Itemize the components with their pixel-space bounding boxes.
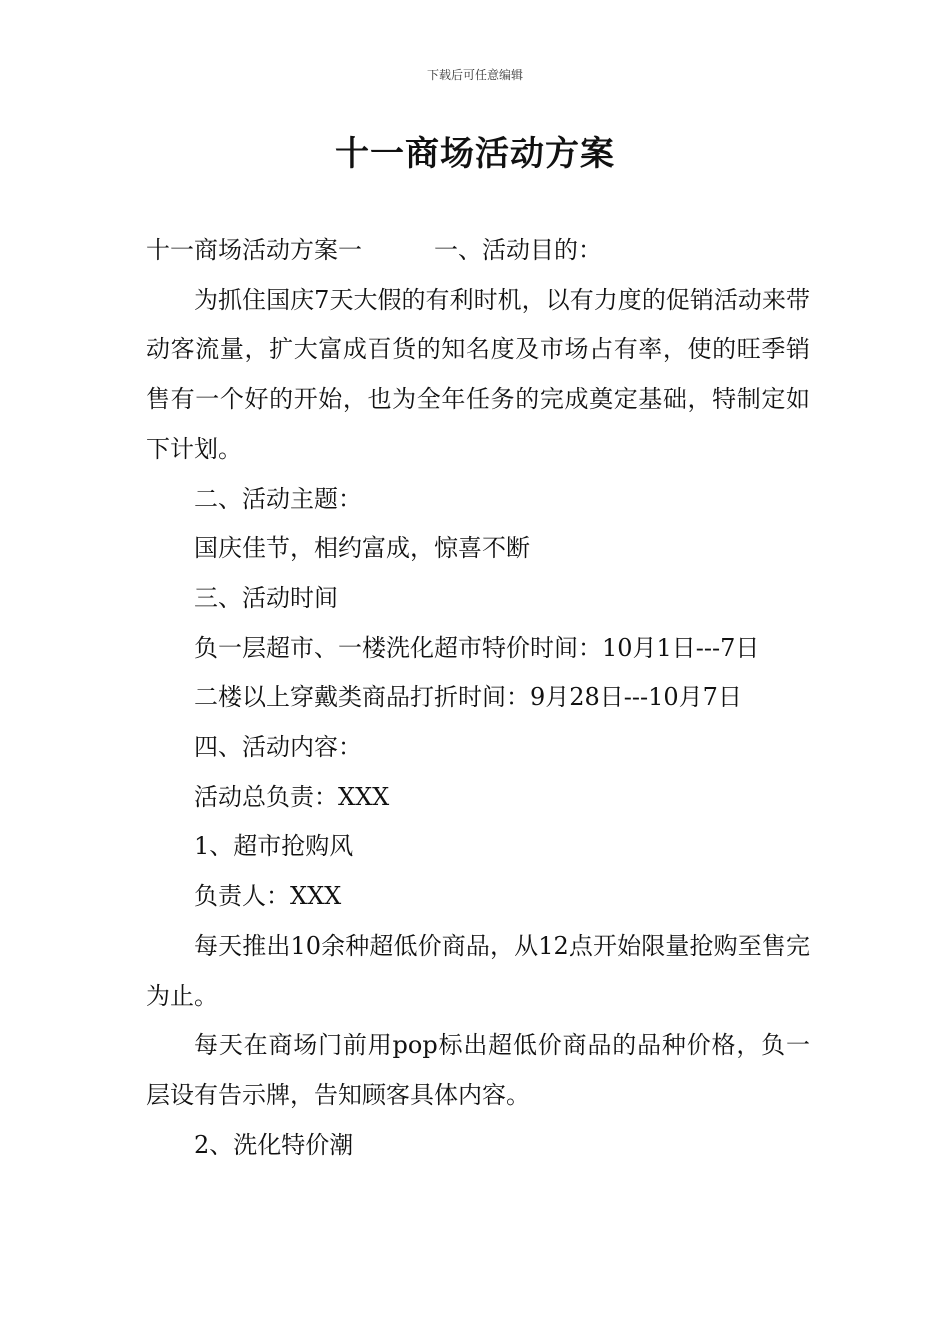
heading-theme: 二、活动主题： <box>194 484 362 513</box>
paragraph-pop-signage: 每天在商场门前用pop标出超低价商品的品种价格，负一层设有告示牌，告知顾客具体内容。 <box>146 1031 810 1109</box>
document-title: 十一商场活动方案 <box>335 134 615 174</box>
heading-time: 三、活动时间 <box>194 583 338 612</box>
intro-left: 十一商场活动方案一 <box>146 236 362 264</box>
heading-content: 四、活动内容： <box>194 733 362 762</box>
paragraph-purpose: 为抓住国庆7天大假的有利时机，以有力度的促销活动来带动客流量，扩大富成百货的知名度及市场占有率，使的旺季销售有一个好的开始，也为全年任务的完成奠定基础，特制定如下计划。 <box>146 285 810 463</box>
document-body <box>146 226 810 1170</box>
heading-toiletries-sale: 2、洗化特价潮 <box>194 1130 354 1159</box>
heading-supermarket-rush: 1、超市抢购风 <box>194 832 354 861</box>
header-note: 下载后可任意编辑 <box>426 68 523 82</box>
paragraph-lead: 活动总负责：XXX <box>194 782 390 811</box>
paragraph-person-in-charge: 负责人：XXX <box>194 882 342 911</box>
paragraph-time-supermarket: 负一层超市、一楼洗化超市特价时间：10月1日---7日 <box>194 633 760 662</box>
paragraph-theme: 国庆佳节，相约富成，惊喜不断 <box>194 534 530 563</box>
paragraph-time-apparel: 二楼以上穿戴类商品打折时间：9月28日---10月7日 <box>194 683 742 712</box>
intro-line <box>146 226 810 276</box>
intro-right: 一、活动目的： <box>434 236 602 264</box>
paragraph-daily-deals: 每天推出10余种超低价商品，从12点开始限量抢购至售完为止。 <box>146 931 810 1010</box>
